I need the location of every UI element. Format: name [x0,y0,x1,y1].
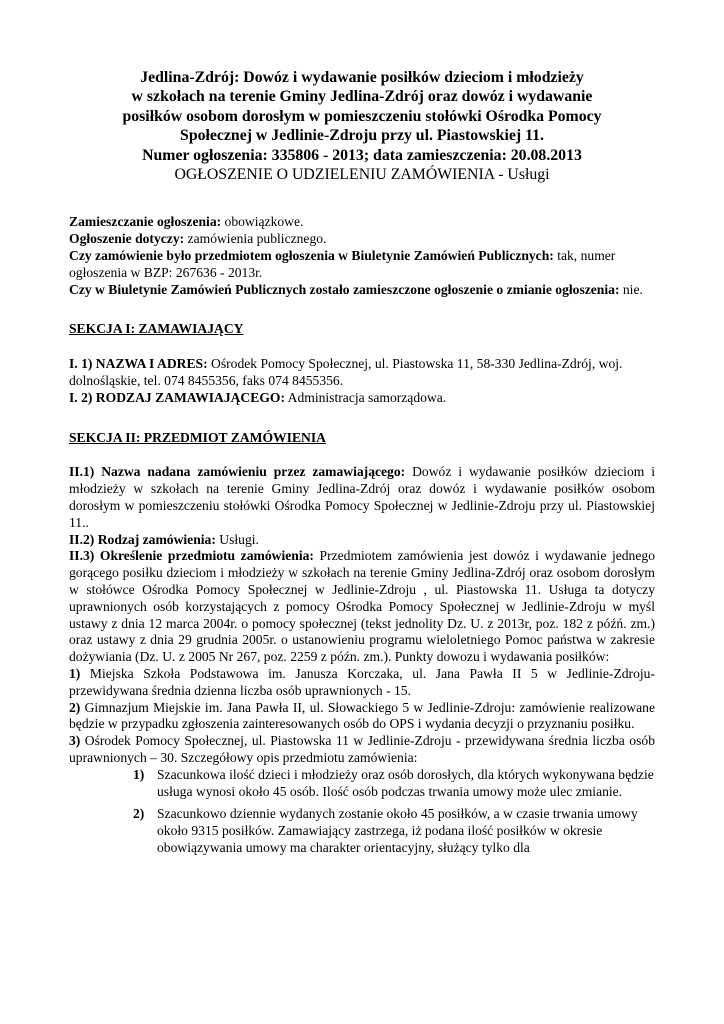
order-kind-value: Usługi. [215,531,259,547]
list-item [69,767,655,801]
notice-type: OGŁOSZENIE O UDZIELENIU ZAMÓWIENIA - Usługi [174,166,550,184]
meta-placement [69,214,655,231]
meta-concerns-value: zamówienia publicznego. [184,231,327,247]
detail-list [69,767,655,857]
title-block [69,68,655,184]
document-page [69,68,655,863]
title-line-1: Jedlina-Zdrój: Dowóz i wydawanie posiłków dzieciom i młodzieży [140,69,584,86]
notice-meta [69,214,655,298]
meta-concerns-label: Ogłoszenie dotyczy: [69,231,185,247]
contracting-name-address [69,356,655,390]
order-kind-label: II.2) Rodzaj zamówienia: [69,531,216,547]
section-1 [69,321,655,406]
meta-bzp [69,248,655,282]
section-2-heading: SEKCJA II: PRZEDMIOT ZAMÓWIENIA [69,429,326,445]
order-name-value: Dowóz i wydawanie posiłków dzieciom i młodzieży w szkołach na terenie Gminy Jedlina-Zdrój oraz dowóz i wydawanie posiłków osobom dorosłym w pomieszczeniu stołówki Ośrodka Pomocy Społecznej w Jedlinie-Zdroju przy ul. Piastowskiej 11.. [69,464,655,530]
list-item-number: 1) [133,766,145,782]
order-kind [69,532,655,549]
contracting-type-value: Administracja samorządowa. [285,389,447,405]
delivery-point-text: Ośrodek Pomocy Społecznej, ul. Piastowska 11 w Jedlinie-Zdroju - przewidywana średnia liczba osób uprawnionych – 30. Szczegółowy opis przedmiotu zamówienia: [69,733,655,765]
meta-placement-label: Zamieszczanie ogłoszenia: [69,214,222,230]
order-description-value: Przedmiotem zamówienia jest dowóz i wydawanie jednego gorącego posiłku dzieciom i młodzieży w szkołach na terenie Gminy Jedlina-Zdrój oraz osobom dorosłym w stołówce Ośrodka Pomocy Społecznej w Jedlinie-Zdroju , ul. Piastowska 11. Usługa ta dotyczy uprawnionych osób korzystających z pomocy Ośrodka Pomocy Społecznej w Jedlinie-Zdroju w myśl ustawy z dnia 12 marca 2004r. o pomocy społecznej (tekst jednolity Dz. U. z 2013r, poz. 182 z późń. zm.) oraz ustawy z dnia 29 grudnia 2005r. o ustanowieniu programu wieloletniego Pomoc państwa w zakresie dożywiania (Dz. U. z 2005 Nr 267, poz. 2259 z późn. zm.). Punkty dowozu i wydawania posiłków: [69,548,655,665]
contracting-type [69,390,655,407]
order-name [69,464,655,531]
meta-change [69,282,655,299]
title-line-4: Społecznej w Jedlinie-Zdroju przy ul. Piastowskiej 11. [180,127,544,145]
order-name-label: II.1) Nazwa nadana zamówieniu przez zamawiającego: [69,464,406,480]
delivery-point-number: 1) [69,665,81,681]
delivery-point [69,666,655,700]
meta-bzp-value: tak, numer ogłoszenia w BZP: 267636 - 2013r. [69,248,616,280]
section-1-heading: SEKCJA I: ZAMAWIAJĄCY [69,321,244,337]
meta-change-value: nie. [619,281,643,297]
list-item [69,806,655,856]
section-2 [69,430,655,857]
contracting-type-label: I. 2) RODZAJ ZAMAWIAJĄCEGO: [69,389,285,405]
meta-placement-value: obowiązkowe. [221,214,304,230]
order-description [69,548,655,666]
title-line-2: w szkołach na terenie Gminy Jedlina-Zdrój oraz dowóz i wydawanie [131,88,593,106]
announcement-number-line: Numer ogłoszenia: 335806 - 2013; data zamieszczenia: 20.08.2013 [142,146,582,164]
list-item-text: Szacunkowa ilość dzieci i młodzieży oraz osób dorosłych, dla których wykonywana będzie usługa wynosi około 45 osób. Ilość osób podczas trwania umowy może ulec zmianie. [157,766,654,799]
name-address-value: Ośrodek Pomocy Społecznej, ul. Piastowska 11, 58-330 Jedlina-Zdrój, woj. dolnośląskie, tel. 074 8455356, faks 074 8455356. [69,356,623,389]
delivery-point-text: Miejska Szkoła Podstawowa im. Janusza Korczaka, ul. Jana Pawła II 5 w Jedlinie-Zdroju- przewidywana średnia dzienna liczba osób uprawnionych - 15. [69,665,655,698]
meta-concerns [69,231,655,248]
meta-change-label: Czy w Biuletynie Zamówień Publicznych zostało zamieszczone ogłoszenie o zmianie ogłoszenia: [69,281,620,297]
title-line-3: posiłków osobom dorosłym w pomieszczeniu stołówki Ośrodka Pomocy [122,107,602,125]
order-description-label: II.3) Określenie przedmiotu zamówienia: [69,548,314,564]
delivery-point-text: Gimnazjum Miejskie im. Jana Pawła II, ul. Słowackiego 5 w Jedlinie-Zdroju: zamówienie realizowane będzie w przypadku zgłoszenia zainteresowanych osób do OPS i wydania decyzji o przyznaniu posiłku. [69,699,655,732]
list-item-number: 2) [133,806,145,822]
delivery-point-number: 2) [69,699,81,715]
meta-bzp-label: Czy zamówienie było przedmiotem ogłoszenia w Biuletynie Zamówień Publicznych: [69,248,554,264]
delivery-point-number: 3) [69,733,81,749]
delivery-point [69,700,655,734]
delivery-point [69,733,655,767]
list-item-text: Szacunkowo dziennie wydanych zostanie około 45 posiłków, a w czasie trwania umowy około 9315 posiłków. Zamawiający zastrzega, iż podana ilość posiłków w okresie obowiązywania umowy ma charakter orientacyjny, służący tylko dla [157,806,638,855]
name-address-label: I. 1) NAZWA I ADRES: [69,356,208,372]
